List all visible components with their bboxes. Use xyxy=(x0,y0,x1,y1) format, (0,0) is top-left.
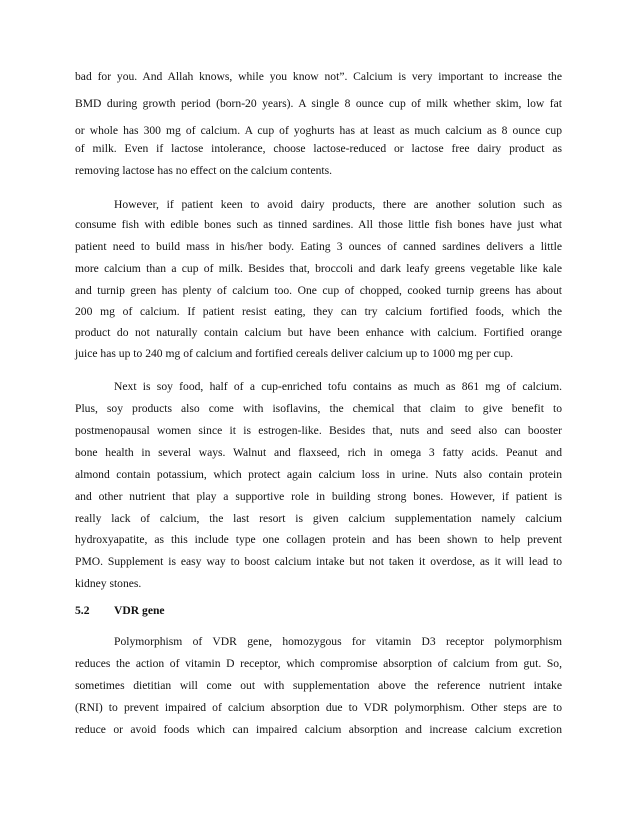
text-line: (RNI) to prevent impaired of calcium absorption due to VDR polymorphism. Other steps are to xyxy=(75,701,562,714)
text-line: sometimes dietitian will come out with supplementation above the reference nutrient intake xyxy=(75,679,562,692)
text-line: more calcium than a cup of milk. Besides that, broccoli and dark leafy greens vegetable like kale xyxy=(75,262,562,275)
text-line: reduces the action of vitamin D receptor, which compromise absorption of calcium from gut. So, xyxy=(75,657,562,670)
text-line: consume fish with edible bones such as tinned sardines. All those little fish bones have just what xyxy=(75,218,562,231)
text-line: bone health in several ways. Walnut and flaxseed, rich in omega 3 fatty acids. Peanut and xyxy=(75,446,562,459)
text-line: Polymorphism of VDR gene, homozygous for vitamin D3 receptor polymorphism xyxy=(114,635,562,648)
text-line: kidney stones. xyxy=(75,577,142,590)
text-line: and turnip green has plenty of calcium too. One cup of chopped, cooked turnip greens has about xyxy=(75,284,562,297)
text-line: postmenopausal women since it is estrogen-like. Besides that, nuts and seed also can booster xyxy=(75,424,562,437)
text-line: juice has up to 240 mg of calcium and fortified cereals deliver calcium up to 1000 mg per cup. xyxy=(75,347,514,360)
text-line: patient need to build mass in his/her body. Eating 3 ounces of canned sardines delivers a little xyxy=(75,240,562,253)
text-line: and other nutrient that play a supportive role in building strong bones. However, if patient is xyxy=(75,490,562,503)
text-line: BMD during growth period (born-20 years). A single 8 ounce cup of milk whether skim, low fat xyxy=(75,97,562,110)
text-line: Plus, soy products also come with isoflavins, the chemical that claim to give benefit to xyxy=(75,402,562,415)
text-line: almond contain potassium, which protect again calcium loss in urine. Nuts also contain protein xyxy=(75,468,562,481)
text-line: hydroxyapatite, as this include type one collagen protein and has been shown to help prevent xyxy=(75,533,562,546)
section-number: 5.2 xyxy=(75,604,90,617)
text-line: 200 mg of calcium. If patient resist eating, they can try calcium fortified foods, which the xyxy=(75,305,562,318)
text-line: or whole has 300 mg of calcium. A cup of yoghurts has at least as much calcium as 8 ounce cup xyxy=(75,124,562,137)
text-line: really lack of calcium, the last resort is given calcium supplementation namely calcium xyxy=(75,512,562,525)
text-line: However, if patient keen to avoid dairy products, there are another solution such as xyxy=(114,198,562,211)
text-line: PMO. Supplement is easy way to boost calcium intake but not taken it overdose, as it will lead to xyxy=(75,555,562,568)
text-line: Next is soy food, half of a cup-enriched tofu contains as much as 861 mg of calcium. xyxy=(114,380,562,393)
text-line: bad for you. And Allah knows, while you know not”. Calcium is very important to increase the xyxy=(75,70,562,83)
text-line: product do not naturally contain calcium but have been enhance with calcium. Fortified orange xyxy=(75,326,562,339)
section-title: VDR gene xyxy=(114,604,165,617)
text-line: removing lactose has no effect on the calcium contents. xyxy=(75,164,333,177)
text-line: of milk. Even if lactose intolerance, choose lactose-reduced or lactose free dairy product as xyxy=(75,142,562,155)
text-line: reduce or avoid foods which can impaired calcium absorption and increase calcium excretion xyxy=(75,723,562,736)
